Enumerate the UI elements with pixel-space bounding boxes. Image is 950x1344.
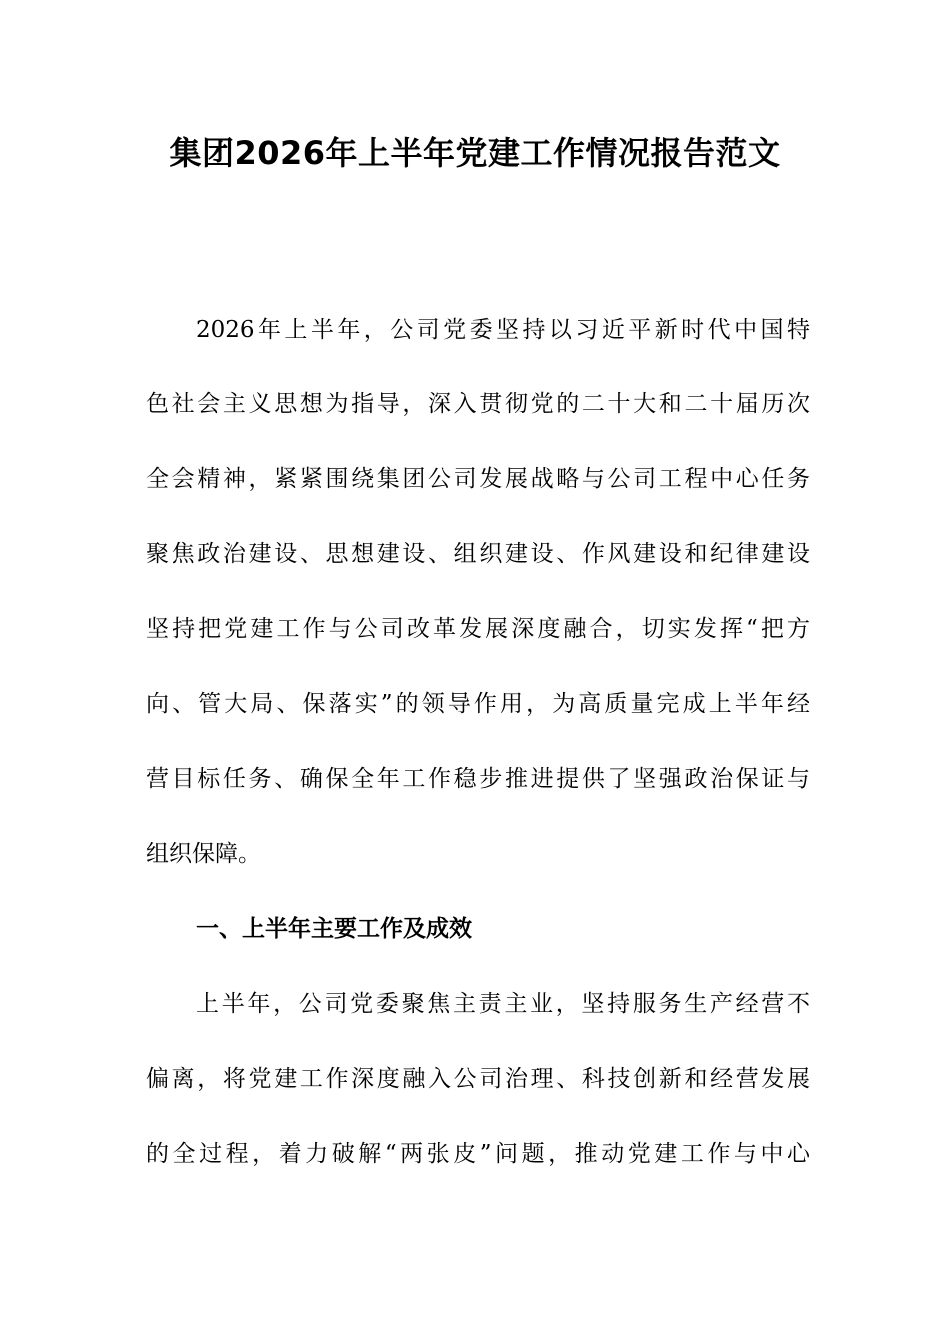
paragraph-2-line: 的全过程，着力破解“两张皮”问题，推动党建工作与中心	[146, 1141, 810, 1167]
paragraph-1-line: 聚焦政治建设、思想建设、组织建设、作风建设和纪律建设	[146, 541, 810, 567]
paragraph-1-line: 向、管大局、保落实”的领导作用，为高质量完成上半年经	[146, 691, 810, 717]
paragraph-1-line: 色社会主义思想为指导，深入贯彻党的二十大和二十届历次	[146, 391, 810, 417]
paragraph-1-line: 2026年上半年，公司党委坚持以习近平新时代中国特	[196, 317, 810, 343]
document-title: 集团2026年上半年党建工作情况报告范文	[169, 134, 781, 172]
paragraph-1-line: 营目标任务、确保全年工作稳步推进提供了坚强政治保证与	[146, 766, 810, 792]
section-heading: 一、上半年主要工作及成效	[196, 916, 472, 942]
paragraph-2-line: 偏离，将党建工作深度融入公司治理、科技创新和经营发展	[146, 1066, 810, 1092]
paragraph-1-line: 坚持把党建工作与公司改革发展深度融合，切实发挥“把方	[146, 616, 810, 642]
paragraph-2-line: 上半年，公司党委聚焦主责主业，坚持服务生产经营不	[196, 991, 810, 1017]
paragraph-1-line: 全会精神，紧紧围绕集团公司发展战略与公司工程中心任务	[146, 466, 810, 492]
paragraph-1-line: 组织保障。	[146, 841, 261, 867]
